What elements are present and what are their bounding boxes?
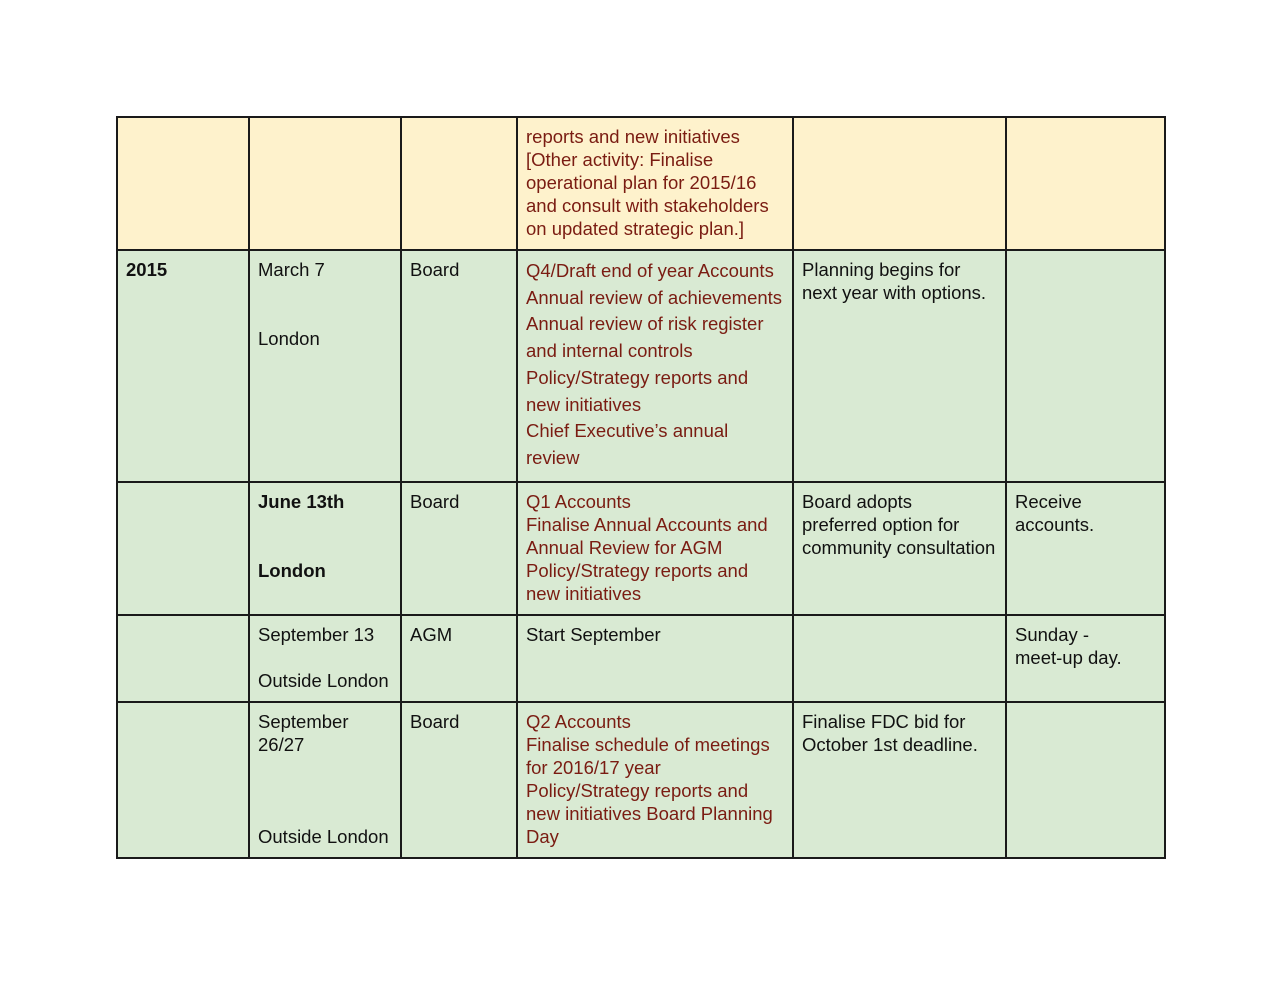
- meeting-type-cell: [401, 250, 517, 482]
- meeting-type: Board: [410, 711, 460, 732]
- strategy-cell: [793, 615, 1006, 702]
- meeting-type: Board: [410, 259, 460, 280]
- notes-line: accounts.: [1015, 514, 1095, 535]
- strategy-line: Planning begins for: [802, 259, 961, 280]
- notes-cell: [1006, 117, 1165, 250]
- strategy-line: next year with options.: [802, 282, 987, 303]
- agenda-line: for 2016/17 year: [526, 757, 661, 778]
- strategy-line: Finalise FDC bid for: [802, 711, 966, 732]
- year-cell: [117, 702, 249, 858]
- meeting-date: 26/27: [258, 734, 305, 755]
- strategy-cell: [793, 482, 1006, 615]
- meeting-date: June 13th: [258, 491, 345, 512]
- agenda-line: reports and new initiatives: [526, 126, 740, 147]
- date-location-cell: [249, 615, 401, 702]
- agenda-line: Q1 Accounts: [526, 491, 631, 512]
- agenda-line: Policy/Strategy reports and: [526, 560, 749, 581]
- agenda-line: Policy/Strategy reports and: [526, 780, 749, 801]
- table-row: [117, 615, 1165, 702]
- agenda-line: new initiatives: [526, 583, 642, 604]
- agenda-line: operational plan for 2015/16: [526, 172, 757, 193]
- notes-cell: [1006, 615, 1165, 702]
- notes-line: Receive: [1015, 491, 1082, 512]
- agenda-line: Finalise schedule of meetings: [526, 734, 770, 755]
- meeting-type: Board: [410, 491, 460, 512]
- agenda-cell: [517, 702, 793, 858]
- meeting-date: September: [258, 711, 349, 732]
- date-location-cell: [249, 482, 401, 615]
- year-cell: [117, 117, 249, 250]
- meeting-location: London: [258, 328, 320, 349]
- meeting-type-cell: [401, 482, 517, 615]
- agenda-cell: [517, 615, 793, 702]
- notes-cell: [1006, 250, 1165, 482]
- agenda-line: review: [526, 446, 580, 468]
- meeting-type-cell: [401, 117, 517, 250]
- agenda-line: Q4/Draft end of year Accounts: [526, 260, 774, 281]
- strategy-cell: [793, 117, 1006, 250]
- notes-cell: [1006, 702, 1165, 858]
- agenda-line: Finalise Annual Accounts and: [526, 514, 768, 535]
- meeting-type: AGM: [410, 624, 453, 645]
- notes-line: meet-up day.: [1015, 647, 1122, 668]
- agenda-line: Q2 Accounts: [526, 711, 631, 732]
- agenda-line: new initiatives Board Planning: [526, 803, 773, 824]
- strategy-cell: [793, 702, 1006, 858]
- agenda-line: Annual review of achievements: [526, 286, 783, 308]
- agenda-cell: [517, 482, 793, 615]
- meeting-date: March 7: [258, 259, 325, 280]
- agenda-line: Annual Review for AGM: [526, 537, 723, 558]
- agenda-line: Annual review of risk register: [526, 313, 764, 335]
- table-row: [117, 117, 1165, 250]
- agenda-line: Start September: [526, 624, 661, 645]
- meeting-location: Outside London: [258, 670, 389, 691]
- notes-cell: [1006, 482, 1165, 615]
- strategy-line: preferred option for: [802, 514, 960, 535]
- notes-line: Sunday -: [1015, 624, 1090, 645]
- strategy-line: October 1st deadline.: [802, 734, 978, 755]
- agenda-line: Policy/Strategy reports and: [526, 366, 749, 388]
- strategy-cell: [793, 250, 1006, 482]
- agenda-line: Chief Executive’s annual: [526, 420, 729, 442]
- meeting-location: London: [258, 560, 326, 581]
- table-row: [117, 482, 1165, 615]
- strategy-line: Board adopts: [802, 491, 913, 512]
- year-cell: [117, 615, 249, 702]
- table-row: [117, 250, 1165, 482]
- strategy-line: community consultation: [802, 537, 996, 558]
- agenda-line: on updated strategic plan.]: [526, 218, 745, 239]
- meeting-type-cell: [401, 615, 517, 702]
- agenda-line: and consult with stakeholders: [526, 195, 769, 216]
- year-cell: [117, 482, 249, 615]
- agenda-cell: [517, 250, 793, 482]
- date-location-cell: [249, 117, 401, 250]
- table-row: [117, 702, 1165, 858]
- agenda-cell: [517, 117, 793, 250]
- agenda-line: [Other activity: Finalise: [526, 149, 714, 170]
- date-location-cell: [249, 702, 401, 858]
- agenda-line: new initiatives: [526, 393, 642, 415]
- agenda-line: Day: [526, 826, 559, 847]
- year-label: 2015: [126, 259, 168, 280]
- agenda-line: and internal controls: [526, 340, 693, 362]
- year-cell: [117, 250, 249, 482]
- date-location-cell: [249, 250, 401, 482]
- meeting-date: September 13: [258, 624, 375, 645]
- meeting-type-cell: [401, 702, 517, 858]
- meeting-location: Outside London: [258, 826, 389, 847]
- meeting-schedule-table: [116, 116, 1166, 859]
